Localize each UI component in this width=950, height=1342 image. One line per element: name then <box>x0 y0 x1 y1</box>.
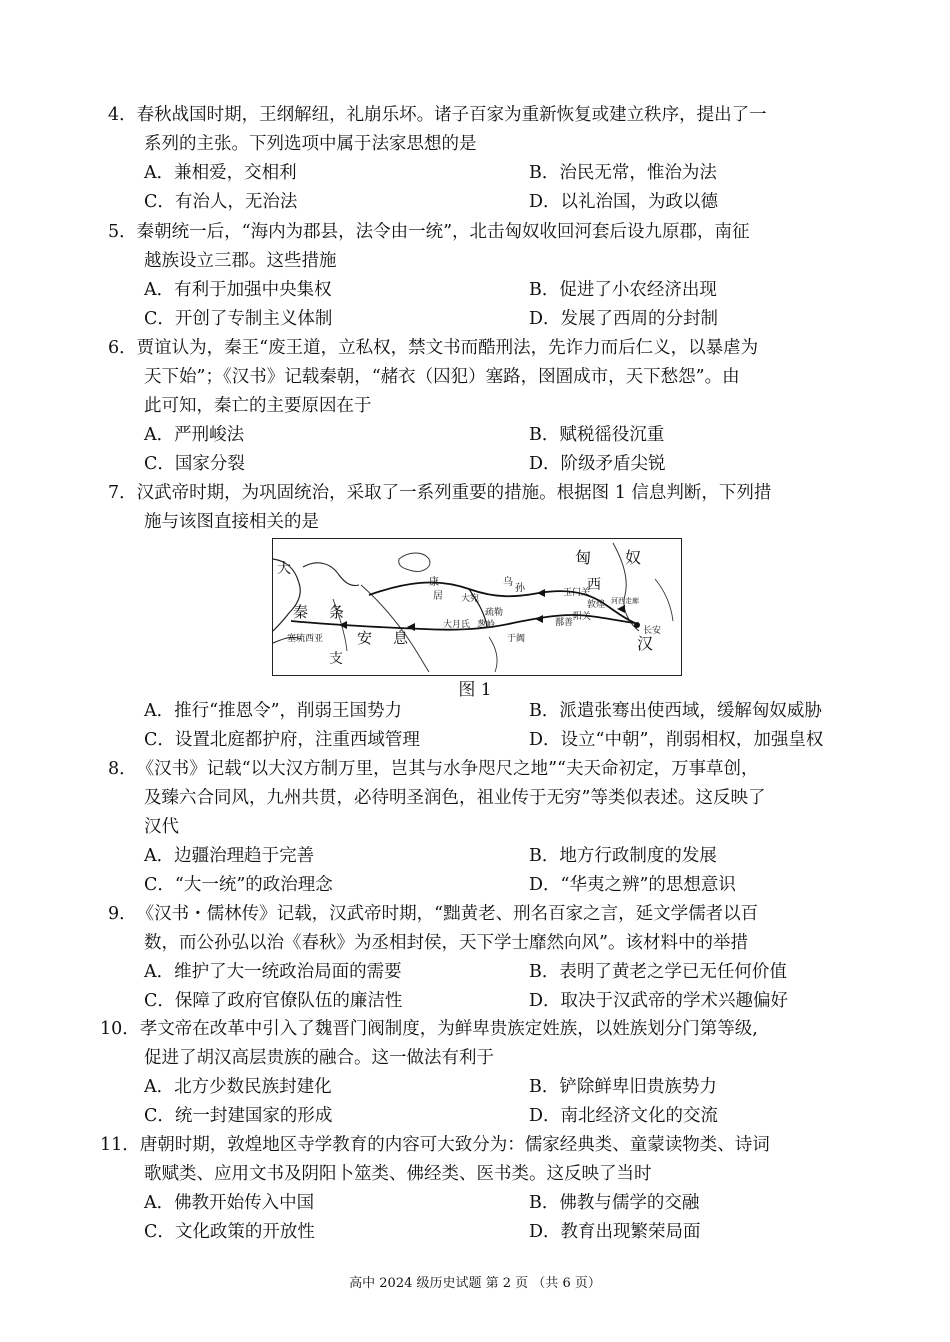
option-a[interactable]: A．有利于加强中央集权 <box>144 280 332 300</box>
label-yutian: 于阗 <box>507 634 526 644</box>
river <box>489 637 497 672</box>
label-xiongnu: 奴 <box>625 548 642 567</box>
stem-line: 《汉书》记载“以大汉方制万里，岂其与水争咫尺之地”“夫天命初定，万事草创， <box>136 759 759 779</box>
question-number: 11． <box>100 1135 140 1155</box>
label-seleucia: 塞琉西亚 <box>287 634 324 644</box>
option-a[interactable]: A．兼相爱，交相利 <box>144 163 297 183</box>
option-c[interactable]: C．统一封建国家的形成 <box>144 1106 333 1126</box>
option-a[interactable]: A．北方少数民族封建化 <box>144 1077 332 1097</box>
option-b[interactable]: B．治民无常，惟治为法 <box>529 163 717 183</box>
question-number: 10． <box>100 1019 140 1039</box>
changan-marker <box>634 622 640 628</box>
label-yangguan: 阳关 <box>573 612 592 622</box>
option-a[interactable]: A．佛教开始传入中国 <box>144 1193 315 1213</box>
stem-line: 贾谊认为，秦王“废王道，立私权，禁文书而酷刑法，先诈力而后仁义，以暴虐为 <box>136 338 759 358</box>
question-stem <box>108 334 848 363</box>
option-c[interactable]: C．国家分裂 <box>144 454 245 474</box>
figure-caption: 图 1 <box>458 680 492 700</box>
question-9 <box>108 900 848 1016</box>
label-tiao: 条 <box>329 603 345 621</box>
option-c[interactable]: C．文化政策的开放性 <box>144 1222 315 1242</box>
label-dunhuang: 敦煌 <box>587 600 606 610</box>
label-shule: 疏勒 <box>485 608 504 618</box>
question-stem <box>100 1131 840 1160</box>
option-b[interactable]: B．派遣张骞出使西域，缓解匈奴威胁 <box>529 701 822 721</box>
option-c[interactable]: C．“大一统”的政治理念 <box>144 875 333 895</box>
option-d[interactable]: D．南北经济文化的交流 <box>529 1106 719 1126</box>
question-stem <box>108 479 848 508</box>
label-congling: 葱岭 <box>477 620 496 630</box>
label-hexi: 河西走廊 <box>611 597 639 605</box>
option-a[interactable]: A．边疆治理趋于完善 <box>144 846 315 866</box>
question-stem <box>108 101 848 130</box>
stem-line: 春秋战国时期，王纲解纽，礼崩乐坏。诸子百家为重新恢复或建立秩序，提出了一 <box>136 105 767 125</box>
stem-line: 秦朝统一后，“海内为郡县，法令由一统”，北击匈奴收回河套后设九原郡，南征 <box>136 222 750 242</box>
question-stem <box>108 900 848 929</box>
label-kangju: 居 <box>433 591 443 602</box>
options <box>100 1073 840 1131</box>
stem-line: 汉武帝时期，为巩固统治，采取了一系列重要的措施。根据图 1 信息判断，下列措 <box>136 483 772 503</box>
label-xiongnu: 匈 <box>575 548 592 567</box>
coastline <box>303 563 359 586</box>
question-stem <box>108 218 848 247</box>
stem-line: 天下始”；《汉书》记载秦朝，“赭衣（囚犯）塞路，囹圄成市，天下愁怨”。由 <box>144 367 740 387</box>
stem-line: 系列的主张。下列选项中属于法家思想的是 <box>144 134 477 154</box>
stem-line: 歌赋类、应用文书及阴阳卜筮类、佛经类、医书类。这反映了当时 <box>144 1164 652 1184</box>
page-footer: 高中 2024 级历史试题 第 2 页 （共 6 页） <box>349 1276 601 1291</box>
label-yumenguan: 玉门关 <box>563 588 591 598</box>
options <box>108 276 848 334</box>
question-stem <box>100 1015 840 1044</box>
question-6 <box>108 334 848 479</box>
silk-road-map <box>273 539 678 672</box>
stem-line: 汉代 <box>144 817 179 837</box>
stem-line: 越族设立三郡。这些措施 <box>144 251 337 271</box>
option-c[interactable]: C．开创了专制主义体制 <box>144 309 333 329</box>
river <box>655 579 673 621</box>
question-number: 7． <box>108 483 137 503</box>
option-a[interactable]: A．严刑峻法 <box>144 425 245 445</box>
question-4 <box>108 101 848 217</box>
label-dayuan: 大宛 <box>461 594 480 604</box>
option-b[interactable]: B．佛教与儒学的交融 <box>529 1193 700 1213</box>
option-b[interactable]: B．表明了黄老之学已无任何价值 <box>529 962 787 982</box>
label-shanshan: 鄯善 <box>555 618 574 628</box>
label-an: 安 <box>357 629 373 647</box>
question-10 <box>100 1015 840 1131</box>
option-a[interactable]: A．维护了大一统政治局面的需要 <box>144 962 402 982</box>
option-c[interactable]: C．设置北庭都护府，注重西域管理 <box>144 730 420 750</box>
label-dayuezhi: 大月氏 <box>443 620 471 630</box>
option-a[interactable]: A．推行“推恩令”，削弱王国势力 <box>144 701 403 721</box>
question-number: 6． <box>108 338 137 358</box>
label-han: 汉 <box>637 634 654 653</box>
option-b[interactable]: B．地方行政制度的发展 <box>529 846 717 866</box>
option-d[interactable]: D．以礼治国，为政以德 <box>529 192 719 212</box>
question-8 <box>108 755 848 900</box>
question-number: 4． <box>108 105 137 125</box>
stem-line: 唐朝时期，敦煌地区寺学教育的内容可大致分为：儒家经典类、童蒙读物类、诗词 <box>139 1135 770 1155</box>
option-c[interactable]: C．保障了政府官僚队伍的廉洁性 <box>144 991 403 1011</box>
label-wusun: 乌 <box>503 577 513 588</box>
stem-line: 促进了胡汉高层贵族的融合。这一做法有利于 <box>144 1048 494 1068</box>
stem-line: 及臻六合同风，九州共贯，必待明圣润色，祖业传于无穷”等类似表述。这反映了 <box>144 788 766 808</box>
option-d[interactable]: D．设立“中朝”，削弱相权，加强皇权 <box>529 730 824 750</box>
stem-line: 此可知，秦亡的主要原因在于 <box>144 396 372 416</box>
lake <box>399 553 430 571</box>
options <box>108 421 848 479</box>
options <box>108 958 848 1016</box>
question-number: 5． <box>108 222 137 242</box>
label-xi: 息 <box>393 629 409 647</box>
option-d[interactable]: D．发展了西周的分封制 <box>529 309 719 329</box>
question-stem <box>108 755 848 784</box>
label-da: 大 <box>277 561 291 577</box>
option-b[interactable]: B．赋税徭役沉重 <box>529 425 665 445</box>
options <box>108 697 848 755</box>
question-number: 8． <box>108 759 137 779</box>
question-11 <box>100 1131 840 1247</box>
option-c[interactable]: C．有治人，无治法 <box>144 192 298 212</box>
stem-line: 孝文帝在改革中引入了魏晋门阀制度，为鲜卑贵族定姓族，以姓族划分门第等级, <box>139 1019 758 1039</box>
question-7 <box>108 479 848 537</box>
stem-line: 施与该图直接相关的是 <box>144 512 319 532</box>
map-figure <box>272 538 682 676</box>
option-d[interactable]: D．教育出现繁荣局面 <box>529 1222 701 1242</box>
question-number: 9． <box>108 904 137 924</box>
label-kangju: 康 <box>429 577 439 588</box>
stem-line: 《汉书・儒林传》记载，汉武帝时期，“黜黄老、刑名百家之言，延文学儒者以百 <box>136 904 759 924</box>
label-changan: 长安 <box>643 626 662 636</box>
question-7-options <box>108 697 848 755</box>
label-zhi: 支 <box>329 651 343 667</box>
options <box>108 159 848 217</box>
option-b[interactable]: B．促进了小农经济出现 <box>529 280 717 300</box>
question-5 <box>108 218 848 334</box>
stem-line: 数，而公孙弘以治《春秋》为丞相封侯，天下学士靡然向风”。该材料中的举措 <box>144 933 748 953</box>
option-d[interactable]: D．阶级矛盾尖锐 <box>529 454 666 474</box>
options <box>108 842 848 900</box>
option-d[interactable]: D．取决于汉武帝的学术兴趣偏好 <box>529 991 789 1011</box>
label-xiyu: 西 <box>587 577 601 593</box>
options <box>100 1189 840 1247</box>
option-b[interactable]: B．铲除鲜卑旧贵族势力 <box>529 1077 717 1097</box>
label-wusun: 孙 <box>515 583 525 594</box>
label-qin: 秦 <box>293 603 309 621</box>
option-d[interactable]: D．“华夷之辨”的思想意识 <box>529 875 736 895</box>
